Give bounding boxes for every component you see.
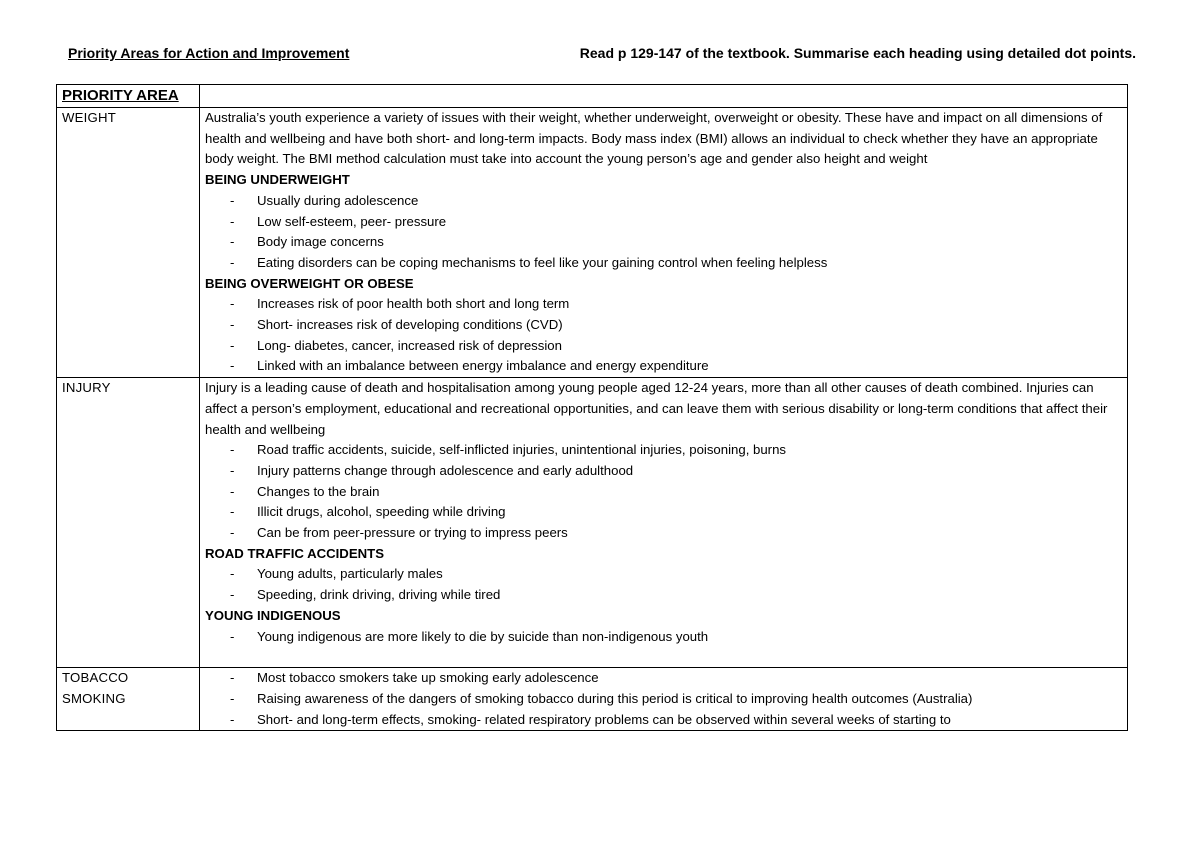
header-empty-cell — [200, 85, 1128, 108]
list-item: - Road traffic accidents, suicide, self-inflicted injuries, unintentional injuries, poisoning, burns — [205, 440, 1127, 461]
subheading-young-indigenous: YOUNG INDIGENOUS — [205, 607, 341, 623]
road-traffic-list — [205, 564, 1127, 605]
description-weight — [200, 108, 1128, 378]
list-item: - Young indigenous are more likely to die by suicide than non-indigenous youth — [205, 627, 1127, 648]
instructions-text: Read p 129-147 of the textbook. Summarise each heading using detailed dot points. — [579, 45, 1136, 61]
list-item: - Increases risk of poor health both short and long term — [205, 294, 1127, 315]
tobacco-list — [205, 668, 1127, 730]
description-injury — [200, 378, 1128, 668]
list-item: - Raising awareness of the dangers of smoking tobacco during this period is critical to improving health outcomes (Australia) — [205, 689, 1127, 710]
area-label-injury: INJURY — [57, 378, 200, 668]
list-item: - Body image concerns — [205, 232, 1127, 253]
table-header-row — [57, 85, 1128, 108]
list-item: - Eating disorders can be coping mechanisms to feel like your gaining control when feeling helpless — [205, 253, 1127, 274]
list-item: - Low self-esteem, peer- pressure — [205, 212, 1127, 233]
list-item: - Long- diabetes, cancer, increased risk of depression — [205, 336, 1127, 357]
area-label-tobacco — [57, 668, 200, 731]
page-title: Priority Areas for Action and Improvement — [68, 45, 350, 61]
subheading-overweight: BEING OVERWEIGHT OR OBESE — [205, 275, 414, 291]
list-item: - Linked with an imbalance between energy imbalance and energy expenditure — [205, 356, 1127, 377]
table-row-injury — [57, 378, 1128, 668]
list-item: - Injury patterns change through adolescence and early adulthood — [205, 461, 1127, 482]
blank-line — [205, 647, 1127, 667]
list-item: - Most tobacco smokers take up smoking early adolescence — [205, 668, 1127, 689]
subheading-road-traffic: ROAD TRAFFIC ACCIDENTS — [205, 545, 384, 561]
weight-intro: Australia’s youth experience a variety of issues with their weight, whether underweight, overweight or obesity. These have and impact on all dimensions of health and wellbeing and have both short- and long-term impacts. Body mass index (BMI) allows an individual to check whether they have an appropriate body weight. The BMI method calculation must take into account the young person’s age and gender also height and weight — [205, 110, 1103, 167]
list-item: - Speeding, drink driving, driving while tired — [205, 585, 1127, 606]
page-header — [68, 43, 1136, 63]
overweight-list — [205, 294, 1127, 377]
underweight-list — [205, 191, 1127, 274]
priority-area-header: PRIORITY AREA — [57, 85, 200, 108]
table-row-weight — [57, 108, 1128, 378]
young-indigenous-list — [205, 627, 1127, 648]
area-label-line: TOBACCO — [62, 670, 129, 686]
list-item: - Usually during adolescence — [205, 191, 1127, 212]
injury-list — [205, 440, 1127, 544]
list-item: - Changes to the brain — [205, 482, 1127, 503]
table-row-tobacco — [57, 668, 1128, 731]
priority-areas-table — [56, 84, 1128, 731]
description-tobacco — [200, 668, 1128, 731]
list-item: - Illicit drugs, alcohol, speeding while driving — [205, 502, 1127, 523]
area-label-line: SMOKING — [62, 690, 126, 706]
list-item: - Can be from peer-pressure or trying to impress peers — [205, 523, 1127, 544]
area-label-weight: WEIGHT — [57, 108, 200, 378]
subheading-underweight: BEING UNDERWEIGHT — [205, 172, 350, 188]
injury-intro: Injury is a leading cause of death and hospitalisation among young people aged 12-24 years, more than all other causes of death combined. Injuries can affect a person’s employment, educational and recreational opportunities, and can leave them with serious disability or long-term conditions that affect their health and wellbeing — [205, 380, 1108, 437]
list-item: - Young adults, particularly males — [205, 564, 1127, 585]
list-item: - Short- increases risk of developing conditions (CVD) — [205, 315, 1127, 336]
list-item: - Short- and long-term effects, smoking- related respiratory problems can be observed within several weeks of starting to — [205, 710, 1127, 731]
